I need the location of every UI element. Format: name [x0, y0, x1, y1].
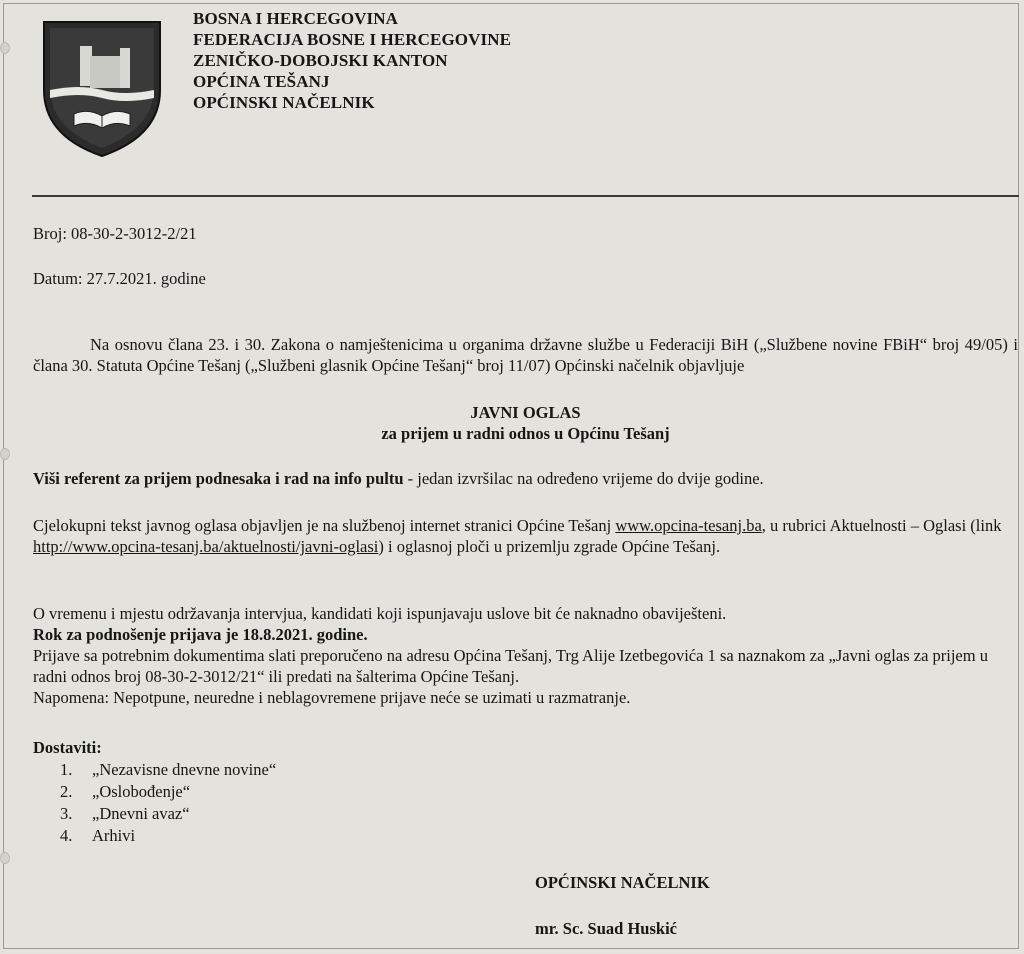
list-item	[60, 825, 276, 847]
position-description: - jedan izvršilac na određeno vrijeme do dvije godine.	[403, 469, 764, 488]
binder-hole	[0, 852, 10, 864]
document-date: Datum: 27.7.2021. godine	[33, 269, 206, 288]
municipality-crest-logo	[40, 18, 164, 158]
publication-text: Cjelokupni tekst javnog oglasa objavljen je na službenoj internet stranici Općine Tešanj	[33, 516, 616, 535]
position-name: Viši referent za prijem podnesaka i rad na info pultu	[33, 469, 404, 488]
notice-title: JAVNI OGLAS	[470, 403, 581, 422]
interview-info: O vremenu i mjestu održavanja intervjua, kandidati koji ispunjavaju uslove bit će naknadno obaviješteni.	[33, 604, 727, 623]
intro-paragraph: Na osnovu člana 23. i 30. Zakona o namještenicima u organima državne službe u Federaciji BiH („Službene novine FBiH“ broj 49/05) i člana 30. Statuta Općine Tešanj („Službeni glasnik Općine Tešanj“ broj 11/07) Općinski načelnik objavljuje	[33, 335, 1018, 375]
list-number: 4.	[60, 826, 73, 845]
application-deadline: Rok za podnošenje prijava je 18.8.2021. godine.	[33, 625, 368, 644]
list-text: „Oslobođenje“	[92, 782, 191, 801]
publication-text: ) i oglasnoj ploči u prizemlju zgrade Općine Tešanj.	[378, 537, 721, 556]
list-text: „Nezavisne dnevne novine“	[92, 760, 277, 779]
reference-number: Broj: 08-30-2-3012-2/21	[33, 224, 197, 243]
notice-subtitle: za prijem u radni odnos u Općinu Tešanj	[381, 424, 670, 443]
list-item	[60, 803, 276, 825]
binder-hole	[0, 448, 10, 460]
publication-paragraph	[33, 515, 1013, 557]
letterhead-line: OPĆINSKI NAČELNIK	[193, 93, 375, 112]
letterhead	[193, 8, 511, 113]
notices-link[interactable]: http://www.opcina-tesanj.ba/aktuelnosti/javni-oglasi	[33, 537, 379, 556]
list-number: 1.	[60, 760, 73, 779]
signatory-name: mr. Sc. Suad Huskić	[535, 919, 677, 938]
letterhead-line: ZENIČKO-DOBOJSKI KANTON	[193, 51, 448, 70]
header-divider	[32, 195, 1019, 197]
list-item	[60, 781, 276, 803]
deliver-heading: Dostaviti:	[33, 738, 102, 757]
submission-instructions: Prijave sa potrebnim dokumentima slati preporučeno na adresu Općina Tešanj, Trg Alije Izetbegovića 1 sa naznakom za „Javni oglas za prijem u radni odnos broj 08-30-2-3012/21“ ili predati na šalterima Općine Tešanj.	[33, 646, 988, 686]
list-text: Arhivi	[92, 826, 136, 845]
list-number: 3.	[60, 804, 73, 823]
binder-hole	[0, 42, 10, 54]
letterhead-line: FEDERACIJA BOSNE I HERCEGOVINE	[193, 30, 512, 49]
note-text: Napomena: Nepotpune, neuredne i neblagovremene prijave neće se uzimati u razmatranje.	[33, 688, 631, 707]
delivery-list	[60, 759, 276, 847]
position-line	[33, 468, 1018, 489]
list-text: „Dnevni avaz“	[92, 804, 190, 823]
letterhead-line: OPĆINA TEŠANJ	[193, 72, 330, 91]
signature-title: OPĆINSKI NAČELNIK	[535, 873, 710, 892]
list-number: 2.	[60, 782, 73, 801]
letterhead-line: BOSNA I HERCEGOVINA	[193, 9, 398, 28]
website-link[interactable]: www.opcina-tesanj.ba	[615, 516, 762, 535]
list-item	[60, 759, 276, 781]
publication-text: , u rubrici Aktuelnosti – Oglasi (link	[761, 516, 1002, 535]
